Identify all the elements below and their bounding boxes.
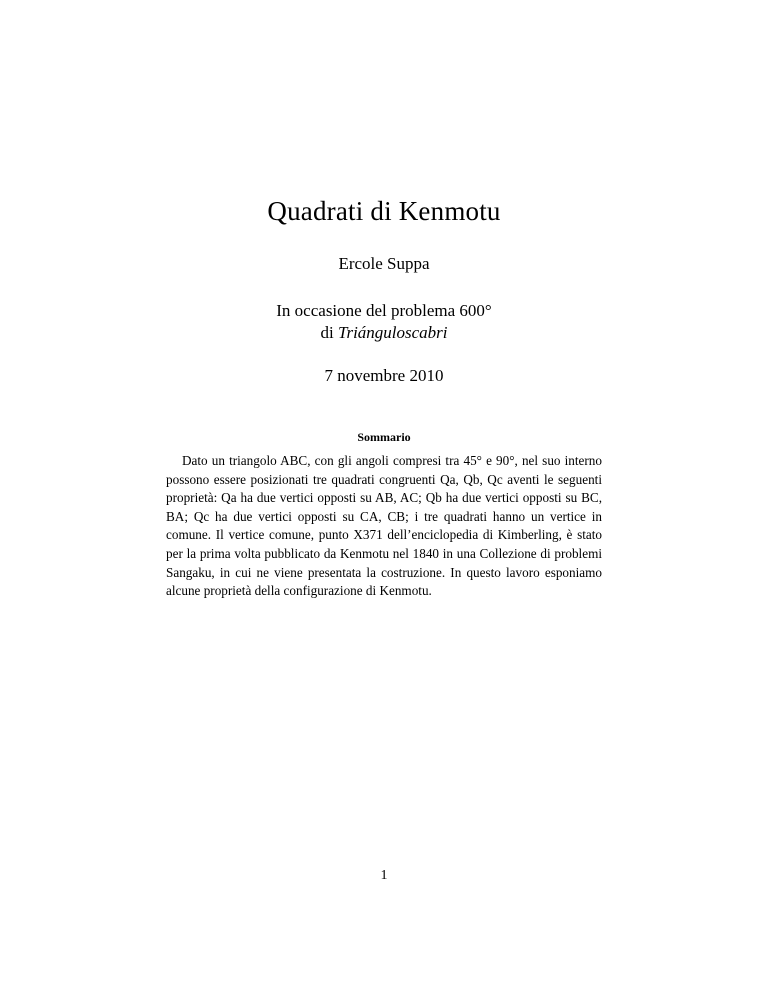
page-number: 1 (380, 868, 388, 883)
publication-date: 7 novembre 2010 (324, 366, 444, 385)
occasion-line-2 (0, 322, 768, 344)
occasion-line-2-prefix: di (320, 323, 338, 342)
paper-title: Quadrati di Kenmotu (267, 196, 501, 226)
author-name: Ercole Suppa (338, 254, 430, 273)
occasion-note (0, 300, 768, 344)
abstract-heading: Sommario (357, 430, 411, 444)
abstract-text: Dato un triangolo ABC, con gli angoli compresi tra 45° e 90°, nel suo interno possono essere posizionati tre quadrati congruenti Qa, Qb, Qc aventi le seguenti proprietà: Qa ha due vertici opposti su AB, AC; Qb ha due vertici opposti su BC, BA; Qc ha due vertici opposti su CA, CB; i tre quadrati hanno un vertice in comune. Il vertice comune, punto X371 dell’enciclopedia di Kimberling, è stato per la prima volta pubblicato da Kenmotu nel 1840 in una Collezione di problemi Sangaku, in cui ne viene presentata la costruzione. In questo lavoro esponiamo alcune proprietà della configurazione di Kenmotu. (166, 453, 602, 599)
occasion-line-2-italic: Triánguloscabri (337, 323, 448, 342)
occasion-line-1: In occasione del problema 600° (276, 301, 492, 320)
